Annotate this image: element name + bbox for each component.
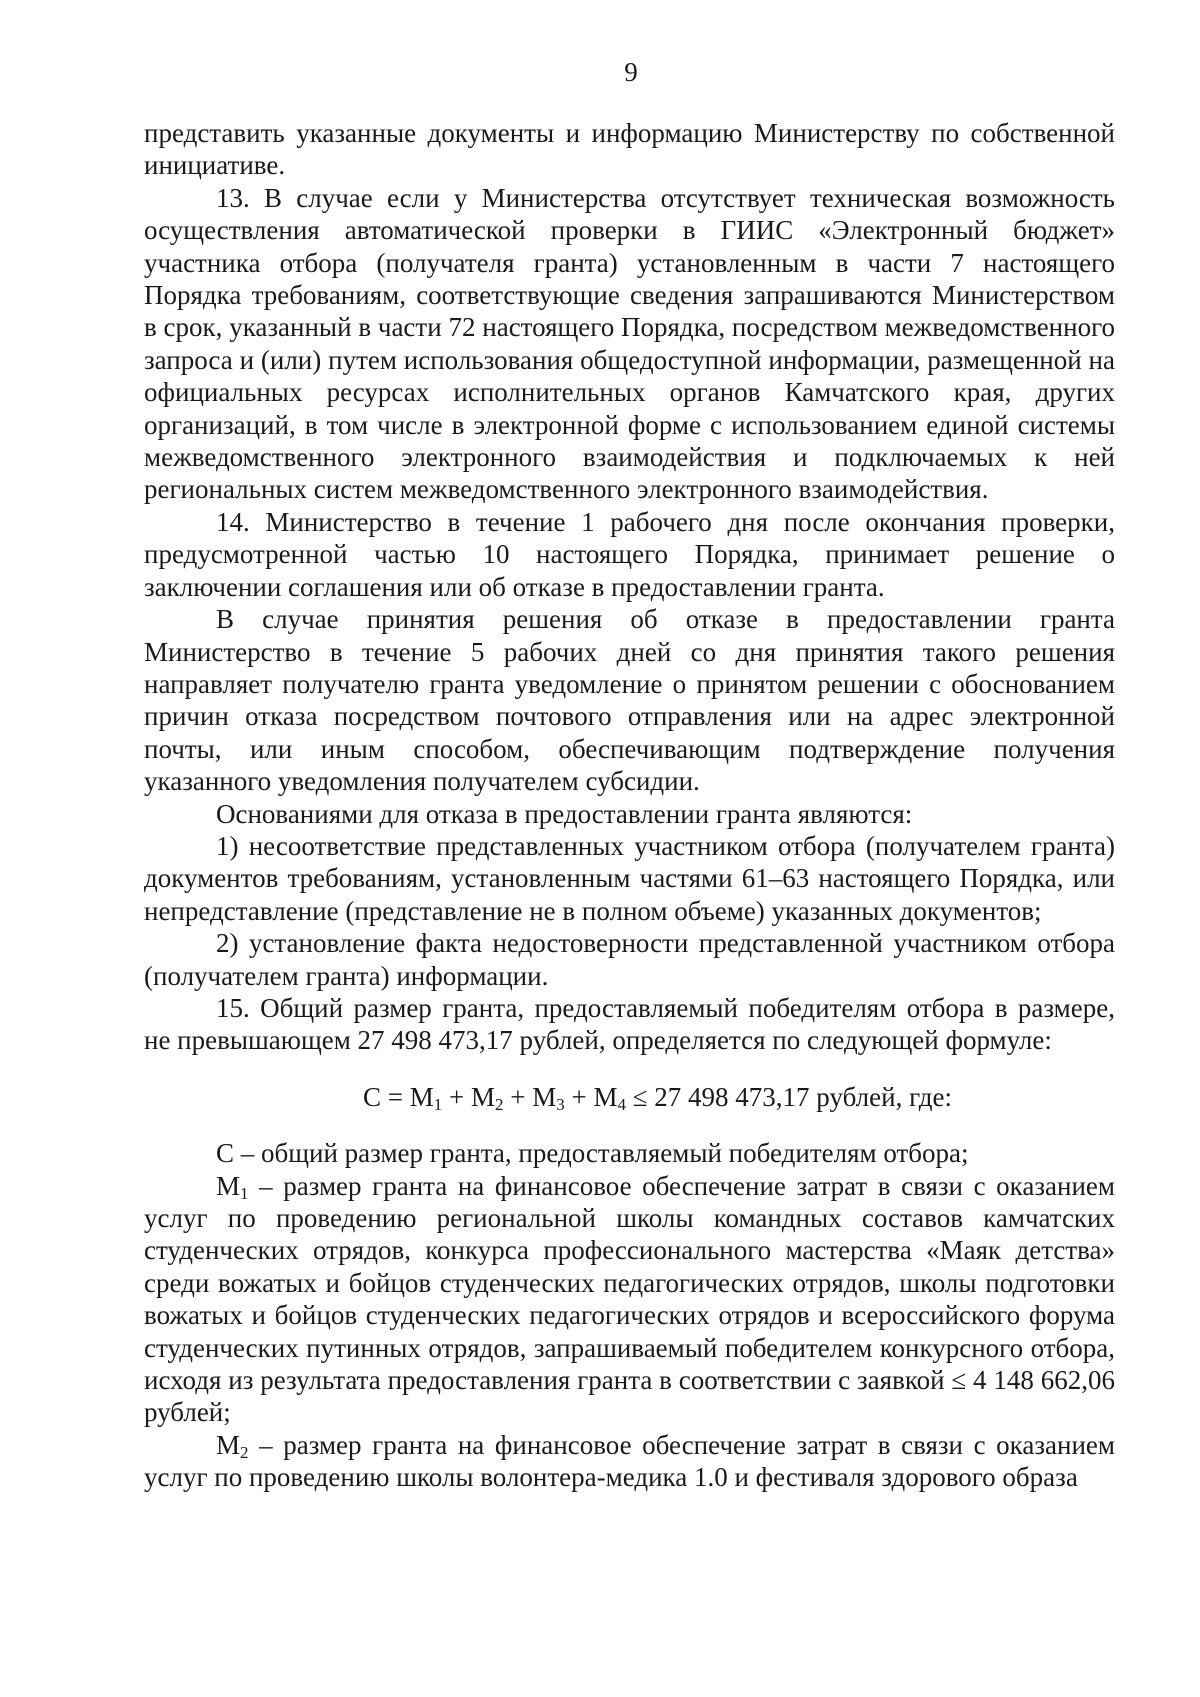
grant-formula — [144, 1081, 1115, 1113]
definition-c: С – общий размер гранта, предоставляемый победителям отбора; — [216, 1138, 969, 1169]
paragraph-refusal-grounds: Основаниями для отказа в предоставлении гранта являются: — [216, 798, 913, 829]
formula-subscript: 4 — [617, 1094, 626, 1114]
formula-subscript: 1 — [433, 1094, 443, 1114]
paragraph-refusal-notice: В случае принятия решения об отказе в предоставлении гранта Министерство в течение 5 рабочих дней со дня принятия такого решения направляет получателю гранта уведомление о принятом решении с обоснованием причин отказа посредством почтового отправления или на адрес электронной почты, или иным способом, обеспечивающим подтверждение получения указанного уведомления получателем субсидии. — [144, 604, 1115, 797]
paragraph-14: 14. Министерство в течение 1 рабочего дня после окончания проверки, предусмотренной частью 10 настоящего Порядка, принимает решение о заключении соглашения или об отказе в предоставлении гранта. — [144, 506, 1115, 602]
paragraph-ground-1: 1) несоответствие представленных участником отбора (получателем гранта) документов требованиям, установленным частями 61–63 настоящего Порядка, или непредставление (представление не в полном объеме) указанных документов; — [144, 830, 1115, 926]
m-subscript: 2 — [240, 1442, 249, 1462]
paragraph-13: 13. В случае если у Министерства отсутствует техническая возможность осуществления автоматической проверки в ГИИС «Электронный бюджет» участника отбора (получателя гранта) установленным в части 7 настоящего Порядка требованиям, соответствующие сведения запрашиваются Министерством в срок, указанный в части 72 настоящего Порядка, посредством межведомственного запроса и (или) путем использования общедоступной информации, размещенной на официальных ресурсах исполнительных органов Камчатского края, других организаций, в том числе в электронной форме с использованием единой системы межведомственного электронного взаимодействия и подключаемых к ней региональных систем межведомственного электронного взаимодействия. — [144, 182, 1115, 505]
formula-plus: + — [442, 1081, 471, 1112]
definition-m2-text: – размер гранта на финансовое обеспечение затрат в связи с оказанием услуг по проведению школы волонтера-медика 1.0 и фестиваля здорового образа — [144, 1429, 1115, 1493]
definition-m2 — [144, 1429, 1115, 1494]
paragraph-continuation: представить указанные документы и информацию Министерству по собственной инициативе. — [144, 118, 1115, 181]
formula-m-letter: М — [409, 1081, 434, 1112]
definition-m1-text: – размер гранта на финансовое обеспечение затрат в связи с оказанием услуг по проведению региональной школы командных составов камчатских студенческих отрядов, конкурса профессионального мастерства «Маяк детства» среди вожатых и бойцов студенческих педагогических отрядов, школы подготовки вожатых и бойцов студенческих педагогических отрядов и всероссийского форума студенческих путинных отрядов, запрашиваемый победителем конкурсного отбора, исходя из результата предоставления гранта в соответствии с заявкой ≤ 4 148 662,06 рублей; — [144, 1170, 1115, 1428]
formula-m-letter: М — [470, 1081, 495, 1112]
formula-m-letter: М — [593, 1081, 618, 1112]
paragraph-ground-2: 2) установление факта недостоверности представленной участником отбора (получателем гранта) информации. — [144, 928, 1115, 991]
paragraph-15: 15. Общий размер гранта, предоставляемый победителям отбора в размере, не превышающем 27 498 473,17 рублей, определяется по следующей формуле: — [144, 992, 1115, 1056]
formula-lhs: С = — [362, 1081, 410, 1112]
document-body — [144, 117, 1115, 1494]
formula-plus: + — [503, 1081, 533, 1112]
definition-m1 — [144, 1170, 1115, 1429]
formula-subscript: 3 — [556, 1094, 565, 1114]
m-subscript: 1 — [240, 1183, 249, 1203]
formula-subscript: 2 — [494, 1094, 504, 1114]
m-letter: М — [216, 1429, 241, 1460]
m-letter: М — [216, 1170, 241, 1201]
page-number: 9 — [624, 57, 638, 87]
formula-m-letter: М — [532, 1081, 557, 1112]
formula-rhs: ≤ 27 498 473,17 рублей, где: — [625, 1081, 953, 1112]
formula-plus: + — [564, 1081, 594, 1112]
